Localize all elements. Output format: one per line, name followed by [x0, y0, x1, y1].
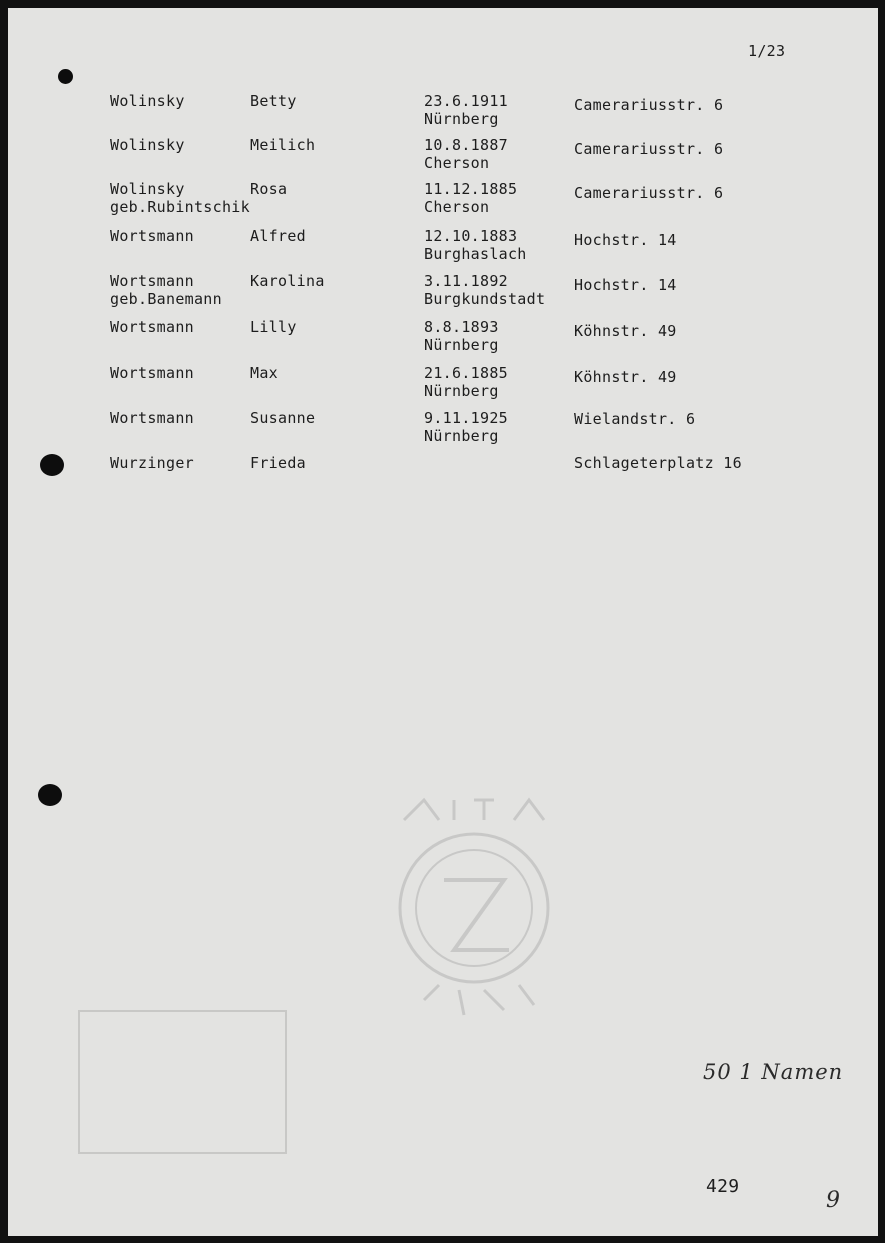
- punch-hole-bottom: [38, 784, 62, 806]
- faint-box-ghost: [78, 1010, 287, 1154]
- birth-place: Burgkundstadt: [424, 290, 546, 308]
- birth-date: 21.6.1885: [424, 364, 508, 382]
- given-name: Susanne: [250, 409, 316, 427]
- surname: Wurzinger: [110, 454, 194, 472]
- surname: Wortsmann: [110, 409, 194, 427]
- birth-place: Cherson: [424, 198, 490, 216]
- page-number: 1/23: [748, 42, 786, 60]
- punch-hole-top: [58, 69, 73, 84]
- handwritten-note: 50 1 Namen: [703, 1060, 844, 1084]
- birth-date: 11.12.1885: [424, 180, 518, 198]
- list-item: [8, 227, 878, 267]
- given-name: Rosa: [250, 180, 288, 198]
- birth-date: 23.6.1911: [424, 92, 508, 110]
- surname: Wortsmann: [110, 318, 194, 336]
- birth-place: Cherson: [424, 154, 490, 172]
- birth-date: 10.8.1887: [424, 136, 508, 154]
- list-item: [8, 180, 878, 220]
- birth-place: Nürnberg: [424, 110, 499, 128]
- folio-number: 429: [706, 1176, 740, 1197]
- given-name: Karolina: [250, 272, 325, 290]
- address: Wielandstr. 6: [574, 410, 696, 428]
- birth-place: Nürnberg: [424, 336, 499, 354]
- given-name: Max: [250, 364, 278, 382]
- address: Hochstr. 14: [574, 231, 677, 249]
- surname: Wolinsky: [110, 136, 185, 154]
- birth-place: Nürnberg: [424, 382, 499, 400]
- surname: Wortsmann: [110, 227, 194, 245]
- surname: Wolinsky: [110, 180, 185, 198]
- given-name: Betty: [250, 92, 297, 110]
- birth-date: 9.11.1925: [424, 409, 508, 427]
- address: Camerariusstr. 6: [574, 96, 724, 114]
- given-name: Alfred: [250, 227, 306, 245]
- birth-place: Nürnberg: [424, 427, 499, 445]
- maiden-name: geb.Banemann: [110, 290, 222, 308]
- list-item: [8, 409, 878, 449]
- birth-place: Burghaslach: [424, 245, 527, 263]
- folio-mark: 9: [826, 1188, 840, 1213]
- list-item: [8, 272, 878, 312]
- given-name: Frieda: [250, 454, 306, 472]
- birth-date: 3.11.1892: [424, 272, 508, 290]
- surname: Wortsmann: [110, 364, 194, 382]
- given-name: Lilly: [250, 318, 297, 336]
- birth-date: 8.8.1893: [424, 318, 499, 336]
- birth-date: 12.10.1883: [424, 227, 518, 245]
- document-page: [8, 8, 878, 1236]
- list-item: [8, 454, 878, 494]
- surname: Wortsmann: [110, 272, 194, 290]
- faint-stamp-ghost: [384, 790, 564, 1030]
- address: Köhnstr. 49: [574, 368, 677, 386]
- address: Camerariusstr. 6: [574, 184, 724, 202]
- address: Camerariusstr. 6: [574, 140, 724, 158]
- list-item: [8, 364, 878, 404]
- list-item: [8, 92, 878, 132]
- list-item: [8, 318, 878, 358]
- surname: Wolinsky: [110, 92, 185, 110]
- given-name: Meilich: [250, 136, 316, 154]
- address: Schlageterplatz 16: [574, 454, 742, 472]
- maiden-name: geb.Rubintschik: [110, 198, 250, 216]
- address: Köhnstr. 49: [574, 322, 677, 340]
- list-item: [8, 136, 878, 176]
- address: Hochstr. 14: [574, 276, 677, 294]
